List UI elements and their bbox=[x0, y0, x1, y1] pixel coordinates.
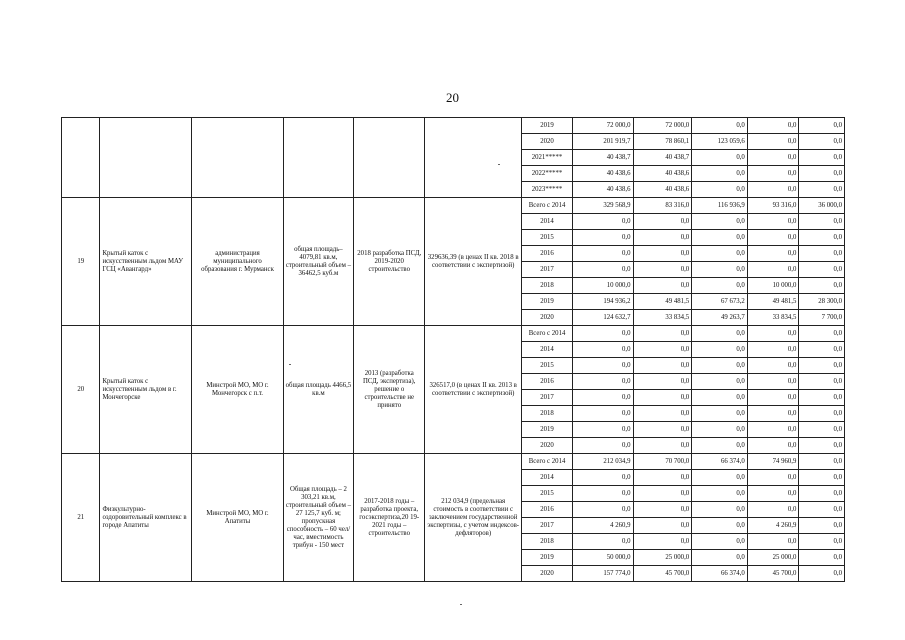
value-cell: 28 300,0 bbox=[799, 294, 845, 310]
year-cell: 2018 bbox=[522, 406, 573, 422]
year-cell: Всего с 2014 bbox=[522, 198, 573, 214]
item-number: 21 bbox=[62, 454, 100, 582]
value-cell: 0,0 bbox=[799, 342, 845, 358]
value-cell: 0,0 bbox=[692, 550, 748, 566]
year-cell: 2014 bbox=[522, 470, 573, 486]
value-cell: 0,0 bbox=[747, 358, 799, 374]
value-cell: 0,0 bbox=[692, 326, 748, 342]
value-cell: 0,0 bbox=[799, 230, 845, 246]
value-cell: 74 960,9 bbox=[747, 454, 799, 470]
value-cell: 0,0 bbox=[633, 534, 692, 550]
year-cell: 2016 bbox=[522, 246, 573, 262]
value-cell: 0,0 bbox=[692, 470, 748, 486]
capacity: Общая площадь – 2 303,21 кв.м, строительный объем – 27 125,7 куб. м; пропускная способность – 60 чел/час, вместимость трибун - 150 мест bbox=[283, 454, 354, 582]
empty-cell bbox=[354, 118, 425, 198]
year-cell: 2017 bbox=[522, 262, 573, 278]
value-cell: 329 568,9 bbox=[572, 198, 633, 214]
empty-cell bbox=[283, 118, 354, 198]
year-cell: 2023***** bbox=[522, 182, 573, 198]
value-cell: 124 632,7 bbox=[572, 310, 633, 326]
value-cell: 72 000,0 bbox=[633, 118, 692, 134]
year-cell: 2018 bbox=[522, 534, 573, 550]
year-cell: 2014 bbox=[522, 342, 573, 358]
value-cell: 67 673,2 bbox=[692, 294, 748, 310]
value-cell: 0,0 bbox=[747, 470, 799, 486]
value-cell: 40 438,6 bbox=[572, 166, 633, 182]
value-cell: 0,0 bbox=[572, 390, 633, 406]
year-cell: 2019 bbox=[522, 422, 573, 438]
value-cell: 0,0 bbox=[692, 438, 748, 454]
year-cell: 2020 bbox=[522, 438, 573, 454]
year-cell: Всего с 2014 bbox=[522, 326, 573, 342]
construction-period: 2017-2018 годы – разработка проекта, госэкспертиза,20 19-2021 годы – строительство bbox=[354, 454, 425, 582]
value-cell: 0,0 bbox=[747, 182, 799, 198]
value-cell: 0,0 bbox=[747, 230, 799, 246]
value-cell: 0,0 bbox=[633, 390, 692, 406]
value-cell: 0,0 bbox=[799, 374, 845, 390]
value-cell: 36 000,0 bbox=[799, 198, 845, 214]
value-cell: 33 834,5 bbox=[633, 310, 692, 326]
value-cell: 0,0 bbox=[633, 342, 692, 358]
value-cell: 0,0 bbox=[799, 550, 845, 566]
value-cell: 0,0 bbox=[692, 214, 748, 230]
value-cell: 0,0 bbox=[633, 262, 692, 278]
value-cell: 0,0 bbox=[747, 342, 799, 358]
value-cell: 0,0 bbox=[799, 150, 845, 166]
value-cell: 70 700,0 bbox=[633, 454, 692, 470]
year-cell: 2017 bbox=[522, 518, 573, 534]
year-cell: 2021***** bbox=[522, 150, 573, 166]
value-cell: 0,0 bbox=[747, 134, 799, 150]
value-cell: 49 263,7 bbox=[692, 310, 748, 326]
empty-cell bbox=[62, 118, 100, 198]
value-cell: 0,0 bbox=[799, 358, 845, 374]
value-cell: 0,0 bbox=[799, 518, 845, 534]
year-cell: 2015 bbox=[522, 358, 573, 374]
value-cell: 0,0 bbox=[633, 470, 692, 486]
value-cell: 0,0 bbox=[799, 262, 845, 278]
value-cell: 0,0 bbox=[572, 342, 633, 358]
investment-table bbox=[61, 117, 845, 582]
value-cell: 0,0 bbox=[692, 390, 748, 406]
value-cell: 0,0 bbox=[692, 166, 748, 182]
value-cell: 0,0 bbox=[799, 406, 845, 422]
value-cell: 0,0 bbox=[799, 278, 845, 294]
value-cell: 40 438,6 bbox=[572, 182, 633, 198]
value-cell: 0,0 bbox=[633, 230, 692, 246]
value-cell: 0,0 bbox=[799, 118, 845, 134]
table-row bbox=[62, 454, 845, 470]
value-cell: 0,0 bbox=[692, 246, 748, 262]
value-cell: 0,0 bbox=[633, 486, 692, 502]
value-cell: 0,0 bbox=[572, 262, 633, 278]
value-cell: 0,0 bbox=[747, 502, 799, 518]
value-cell: 0,0 bbox=[633, 406, 692, 422]
value-cell: 212 034,9 bbox=[572, 454, 633, 470]
year-cell: 2018 bbox=[522, 278, 573, 294]
construction-period: 2013 (разработка ПСД, экспертиза), решение о строительстве не принято bbox=[354, 326, 425, 454]
value-cell: 4 260,9 bbox=[747, 518, 799, 534]
scan-dot bbox=[498, 164, 500, 165]
value-cell: 0,0 bbox=[799, 470, 845, 486]
capacity: общая площадь 4466,5 кв.м bbox=[283, 326, 354, 454]
value-cell: 0,0 bbox=[633, 518, 692, 534]
table-row bbox=[62, 326, 845, 342]
value-cell: 49 481,5 bbox=[633, 294, 692, 310]
value-cell: 0,0 bbox=[692, 230, 748, 246]
value-cell: 0,0 bbox=[747, 534, 799, 550]
year-cell: 2017 bbox=[522, 390, 573, 406]
value-cell: 0,0 bbox=[572, 486, 633, 502]
customer: Минстрой МО, МО г. Мончегорск с п.т. bbox=[192, 326, 283, 454]
value-cell: 45 700,0 bbox=[633, 566, 692, 582]
capacity: общая площадь– 4079,81 кв.м, строительный объем – 36462,5 куб.м bbox=[283, 198, 354, 326]
value-cell: 7 700,0 bbox=[799, 310, 845, 326]
value-cell: 0,0 bbox=[799, 502, 845, 518]
construction-period: 2018 разработка ПСД, 2019-2020 строительство bbox=[354, 198, 425, 326]
value-cell: 0,0 bbox=[799, 566, 845, 582]
customer: Минстрой МО, МО г. Апатиты bbox=[192, 454, 283, 582]
value-cell: 0,0 bbox=[692, 422, 748, 438]
value-cell: 0,0 bbox=[572, 534, 633, 550]
value-cell: 157 774,0 bbox=[572, 566, 633, 582]
value-cell: 40 438,6 bbox=[633, 166, 692, 182]
value-cell: 0,0 bbox=[747, 166, 799, 182]
value-cell: 201 919,7 bbox=[572, 134, 633, 150]
year-cell: 2020 bbox=[522, 566, 573, 582]
value-cell: 78 860,1 bbox=[633, 134, 692, 150]
scan-dot bbox=[460, 604, 462, 605]
value-cell: 0,0 bbox=[633, 358, 692, 374]
value-cell: 45 700,0 bbox=[747, 566, 799, 582]
scan-dot bbox=[289, 364, 291, 365]
item-number: 19 bbox=[62, 198, 100, 326]
table-row bbox=[62, 118, 845, 134]
value-cell: 0,0 bbox=[633, 326, 692, 342]
value-cell: 0,0 bbox=[692, 262, 748, 278]
value-cell: 0,0 bbox=[572, 470, 633, 486]
value-cell: 0,0 bbox=[633, 214, 692, 230]
value-cell: 83 316,0 bbox=[633, 198, 692, 214]
value-cell: 0,0 bbox=[692, 534, 748, 550]
value-cell: 0,0 bbox=[633, 502, 692, 518]
item-number: 20 bbox=[62, 326, 100, 454]
value-cell: 0,0 bbox=[692, 502, 748, 518]
value-cell: 194 936,2 bbox=[572, 294, 633, 310]
empty-cell bbox=[192, 118, 283, 198]
value-cell: 0,0 bbox=[747, 438, 799, 454]
value-cell: 0,0 bbox=[747, 118, 799, 134]
value-cell: 50 000,0 bbox=[572, 550, 633, 566]
value-cell: 33 834,5 bbox=[747, 310, 799, 326]
value-cell: 66 374,0 bbox=[692, 454, 748, 470]
estimated-cost: 212 034,9 (предельная стоимость в соответствии с заключением государственной экспертизы, с учетом индексов-дефляторов) bbox=[425, 454, 522, 582]
value-cell: 0,0 bbox=[633, 278, 692, 294]
value-cell: 0,0 bbox=[572, 406, 633, 422]
value-cell: 0,0 bbox=[692, 182, 748, 198]
value-cell: 0,0 bbox=[572, 422, 633, 438]
value-cell: 93 316,0 bbox=[747, 198, 799, 214]
empty-cell bbox=[100, 118, 192, 198]
value-cell: 0,0 bbox=[572, 326, 633, 342]
year-cell: Всего с 2014 bbox=[522, 454, 573, 470]
value-cell: 40 438,7 bbox=[633, 150, 692, 166]
value-cell: 0,0 bbox=[692, 150, 748, 166]
value-cell: 0,0 bbox=[799, 454, 845, 470]
value-cell: 0,0 bbox=[747, 390, 799, 406]
value-cell: 0,0 bbox=[747, 214, 799, 230]
estimated-cost: 329636,39 (в ценах II кв. 2018 в соответствии с экспертизой) bbox=[425, 198, 522, 326]
value-cell: 0,0 bbox=[747, 262, 799, 278]
value-cell: 0,0 bbox=[799, 534, 845, 550]
year-cell: 2020 bbox=[522, 134, 573, 150]
year-cell: 2015 bbox=[522, 486, 573, 502]
value-cell: 0,0 bbox=[692, 118, 748, 134]
value-cell: 0,0 bbox=[747, 150, 799, 166]
year-cell: 2022***** bbox=[522, 166, 573, 182]
value-cell: 0,0 bbox=[747, 326, 799, 342]
object-name: Крытый каток с искусственным льдом МАУ ГСЦ «Авангард» bbox=[100, 198, 192, 326]
value-cell: 0,0 bbox=[572, 374, 633, 390]
page-number: 20 bbox=[446, 90, 459, 105]
value-cell: 10 000,0 bbox=[747, 278, 799, 294]
value-cell: 0,0 bbox=[799, 390, 845, 406]
value-cell: 0,0 bbox=[572, 246, 633, 262]
value-cell: 0,0 bbox=[692, 358, 748, 374]
value-cell: 66 374,0 bbox=[692, 566, 748, 582]
year-cell: 2016 bbox=[522, 374, 573, 390]
value-cell: 0,0 bbox=[633, 374, 692, 390]
value-cell: 0,0 bbox=[799, 422, 845, 438]
estimated-cost: 326517,0 (в ценах II кв. 2013 в соответствии с экспертизой) bbox=[425, 326, 522, 454]
value-cell: 0,0 bbox=[799, 134, 845, 150]
value-cell: 40 438,6 bbox=[633, 182, 692, 198]
value-cell: 0,0 bbox=[799, 438, 845, 454]
value-cell: 0,0 bbox=[747, 374, 799, 390]
value-cell: 0,0 bbox=[799, 486, 845, 502]
value-cell: 0,0 bbox=[633, 246, 692, 262]
empty-cell bbox=[425, 118, 522, 198]
value-cell: 10 000,0 bbox=[572, 278, 633, 294]
value-cell: 0,0 bbox=[633, 438, 692, 454]
value-cell: 0,0 bbox=[799, 166, 845, 182]
value-cell: 0,0 bbox=[799, 182, 845, 198]
object-name: Крытый каток с искусственным льдом в г. Мончегорске bbox=[100, 326, 192, 454]
value-cell: 0,0 bbox=[747, 246, 799, 262]
value-cell: 0,0 bbox=[747, 486, 799, 502]
value-cell: 116 936,9 bbox=[692, 198, 748, 214]
value-cell: 72 000,0 bbox=[572, 118, 633, 134]
value-cell: 0,0 bbox=[633, 422, 692, 438]
year-cell: 2016 bbox=[522, 502, 573, 518]
value-cell: 25 000,0 bbox=[633, 550, 692, 566]
value-cell: 0,0 bbox=[572, 358, 633, 374]
value-cell: 0,0 bbox=[799, 246, 845, 262]
year-cell: 2019 bbox=[522, 550, 573, 566]
year-cell: 2015 bbox=[522, 230, 573, 246]
value-cell: 0,0 bbox=[799, 326, 845, 342]
value-cell: 0,0 bbox=[692, 342, 748, 358]
customer: администрация муниципального образования г. Мурманск bbox=[192, 198, 283, 326]
value-cell: 49 481,5 bbox=[747, 294, 799, 310]
value-cell: 0,0 bbox=[747, 406, 799, 422]
value-cell: 40 438,7 bbox=[572, 150, 633, 166]
value-cell: 123 059,6 bbox=[692, 134, 748, 150]
value-cell: 0,0 bbox=[799, 214, 845, 230]
value-cell: 0,0 bbox=[572, 230, 633, 246]
value-cell: 0,0 bbox=[692, 278, 748, 294]
value-cell: 0,0 bbox=[692, 486, 748, 502]
value-cell: 0,0 bbox=[572, 502, 633, 518]
value-cell: 0,0 bbox=[692, 406, 748, 422]
object-name: Физкультурно-оздоровительный комплекс в городе Апатиты bbox=[100, 454, 192, 582]
value-cell: 4 260,9 bbox=[572, 518, 633, 534]
year-cell: 2019 bbox=[522, 118, 573, 134]
value-cell: 0,0 bbox=[572, 438, 633, 454]
value-cell: 0,0 bbox=[692, 374, 748, 390]
year-cell: 2020 bbox=[522, 310, 573, 326]
table-row bbox=[62, 198, 845, 214]
value-cell: 0,0 bbox=[572, 214, 633, 230]
year-cell: 2019 bbox=[522, 294, 573, 310]
value-cell: 0,0 bbox=[747, 422, 799, 438]
year-cell: 2014 bbox=[522, 214, 573, 230]
value-cell: 0,0 bbox=[692, 518, 748, 534]
value-cell: 25 000,0 bbox=[747, 550, 799, 566]
